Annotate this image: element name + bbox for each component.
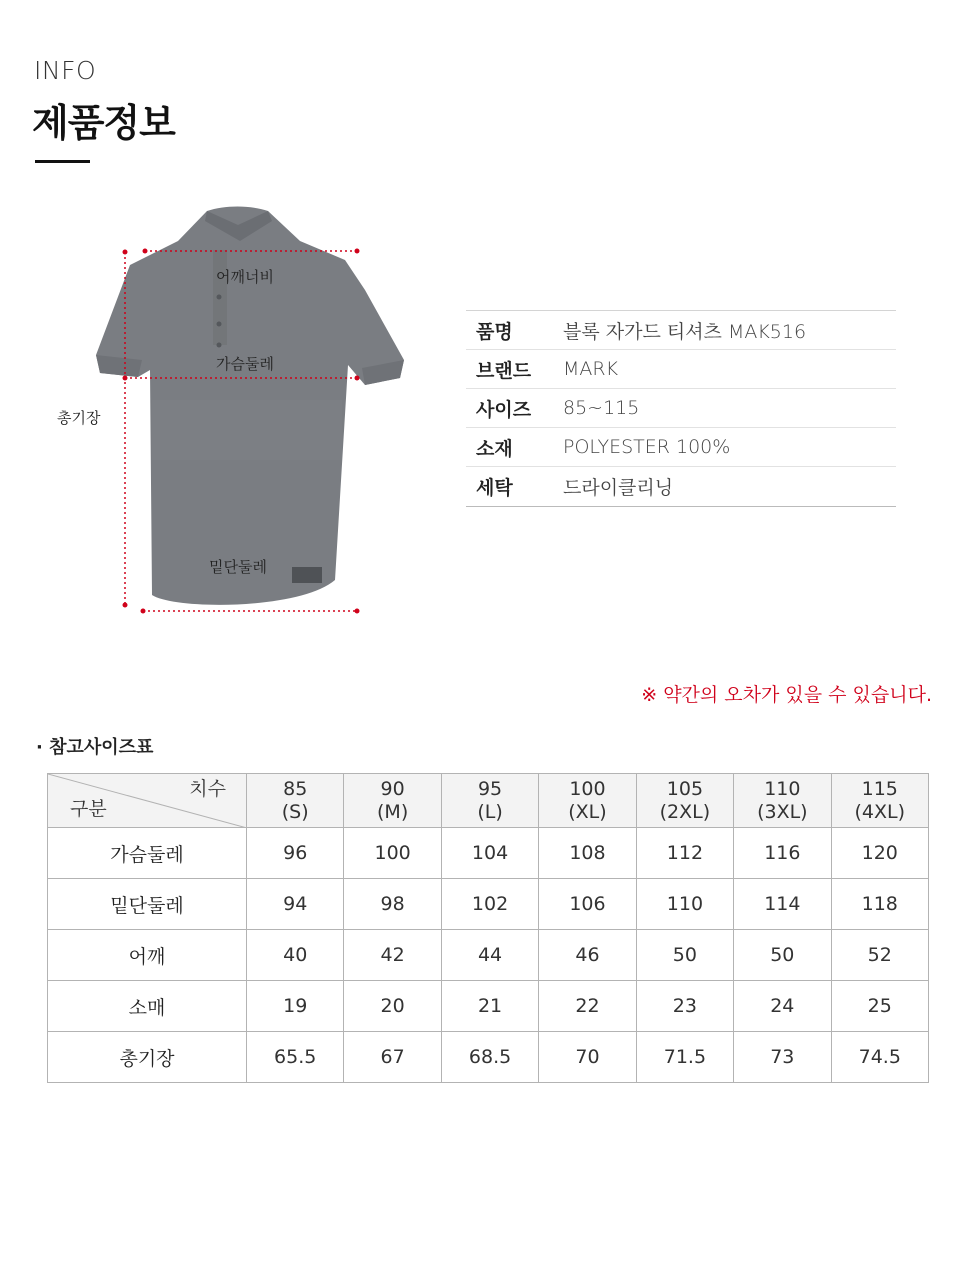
info-row-washing bbox=[466, 467, 896, 506]
size-col-header: 105 (2XL) bbox=[636, 774, 733, 828]
size-col-header: 100 (XL) bbox=[539, 774, 636, 828]
size-col-header: 90 (M) bbox=[344, 774, 441, 828]
table-cell: 100 bbox=[344, 828, 441, 879]
table-cell: 114 bbox=[734, 879, 831, 930]
title-divider bbox=[35, 160, 90, 163]
table-row bbox=[48, 879, 929, 930]
shirt-measurement-figure bbox=[0, 195, 440, 635]
table-cell: 106 bbox=[539, 879, 636, 930]
table-cell: 50 bbox=[734, 930, 831, 981]
table-row bbox=[48, 1032, 929, 1083]
table-cell: 52 bbox=[831, 930, 928, 981]
table-cell: 42 bbox=[344, 930, 441, 981]
row-label: 밑단둘레 bbox=[48, 879, 247, 930]
size-header-row bbox=[48, 774, 929, 828]
table-cell: 110 bbox=[636, 879, 733, 930]
size-col-header: 110 (3XL) bbox=[734, 774, 831, 828]
table-cell: 102 bbox=[441, 879, 538, 930]
shirt-button-2 bbox=[217, 322, 222, 327]
shirt-button-3 bbox=[217, 343, 222, 348]
shirt-button-1 bbox=[217, 295, 222, 300]
table-cell: 67 bbox=[344, 1032, 441, 1083]
table-cell: 74.5 bbox=[831, 1032, 928, 1083]
table-cell: 21 bbox=[441, 981, 538, 1032]
info-key: 세탁 bbox=[476, 477, 513, 499]
size-table-heading: · 참고사이즈표 bbox=[36, 737, 154, 758]
info-row-name bbox=[466, 311, 896, 350]
length-label: 총기장 bbox=[57, 409, 101, 427]
table-cell: 22 bbox=[539, 981, 636, 1032]
section-eyebrow: INFO bbox=[34, 56, 97, 85]
table-cell: 20 bbox=[344, 981, 441, 1032]
table-cell: 70 bbox=[539, 1032, 636, 1083]
table-cell: 71.5 bbox=[636, 1032, 733, 1083]
corner-cell bbox=[48, 774, 247, 828]
table-row bbox=[48, 930, 929, 981]
table-cell: 19 bbox=[247, 981, 344, 1032]
product-info-table bbox=[466, 310, 896, 507]
table-cell: 40 bbox=[247, 930, 344, 981]
row-label: 총기장 bbox=[48, 1032, 247, 1083]
corner-category-label: 구분 bbox=[70, 798, 107, 821]
tolerance-notice: ※ 약간의 오차가 있을 수 있습니다. bbox=[641, 684, 932, 706]
table-cell: 104 bbox=[441, 828, 538, 879]
info-value: 드라이클리닝 bbox=[563, 477, 674, 499]
info-value: 블록 자가드 티셔츠 MAK516 bbox=[563, 320, 807, 343]
table-cell: 24 bbox=[734, 981, 831, 1032]
table-cell: 98 bbox=[344, 879, 441, 930]
table-cell: 25 bbox=[831, 981, 928, 1032]
info-value: POLYESTER 100% bbox=[563, 436, 731, 458]
info-key: 품명 bbox=[476, 320, 513, 343]
table-cell: 94 bbox=[247, 879, 344, 930]
info-row-material bbox=[466, 428, 896, 467]
table-cell: 44 bbox=[441, 930, 538, 981]
page-title: 제품정보 bbox=[32, 101, 175, 145]
size-table bbox=[47, 773, 929, 1083]
row-label: 가슴둘레 bbox=[48, 828, 247, 879]
table-row bbox=[48, 981, 929, 1032]
info-key: 브랜드 bbox=[476, 359, 532, 382]
chest-label: 가슴둘레 bbox=[216, 355, 274, 373]
table-cell: 65.5 bbox=[247, 1032, 344, 1083]
table-cell: 120 bbox=[831, 828, 928, 879]
table-cell: 108 bbox=[539, 828, 636, 879]
table-cell: 112 bbox=[636, 828, 733, 879]
shoulder-label: 어깨너비 bbox=[216, 268, 274, 286]
size-col-header: 115 (4XL) bbox=[831, 774, 928, 828]
info-row-size bbox=[466, 389, 896, 428]
table-cell: 96 bbox=[247, 828, 344, 879]
table-cell: 118 bbox=[831, 879, 928, 930]
row-label: 어깨 bbox=[48, 930, 247, 981]
hem-patch bbox=[292, 567, 322, 583]
table-row bbox=[48, 828, 929, 879]
info-value: 85~115 bbox=[563, 397, 640, 419]
info-key: 사이즈 bbox=[476, 398, 532, 421]
row-label: 소매 bbox=[48, 981, 247, 1032]
table-cell: 73 bbox=[734, 1032, 831, 1083]
table-cell: 46 bbox=[539, 930, 636, 981]
corner-size-label: 치수 bbox=[189, 778, 226, 800]
info-row-brand bbox=[466, 350, 896, 389]
size-col-header: 85 (S) bbox=[247, 774, 344, 828]
info-key: 소재 bbox=[476, 437, 513, 460]
hem-label: 밑단둘레 bbox=[209, 558, 267, 576]
table-cell: 116 bbox=[734, 828, 831, 879]
size-col-header: 95 (L) bbox=[441, 774, 538, 828]
table-cell: 23 bbox=[636, 981, 733, 1032]
table-cell: 50 bbox=[636, 930, 733, 981]
info-value: MARK bbox=[563, 358, 619, 380]
table-cell: 68.5 bbox=[441, 1032, 538, 1083]
